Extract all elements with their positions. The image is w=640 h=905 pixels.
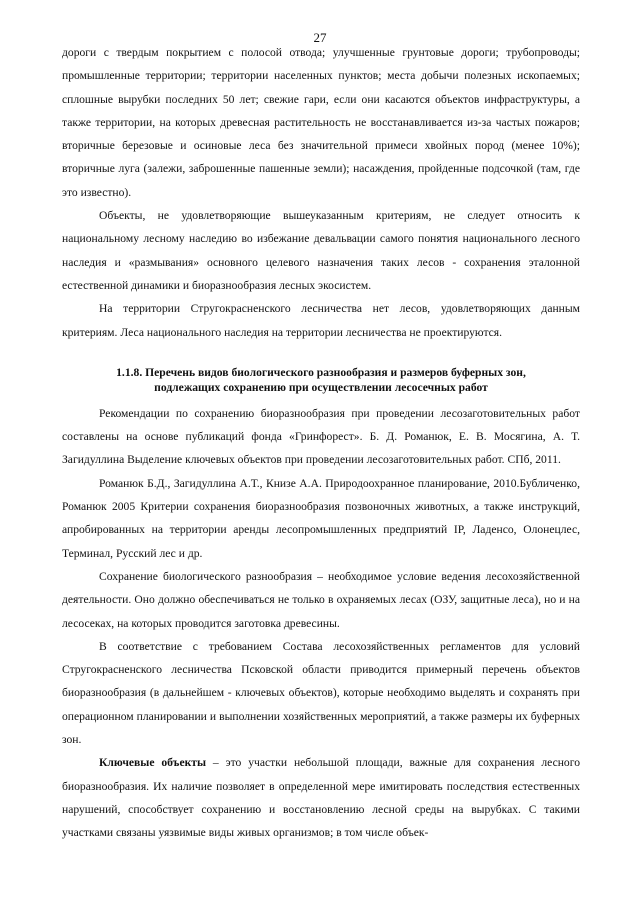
section-heading-line: подлежащих сохранению при осуществлении лесосечных работ xyxy=(154,381,488,395)
paragraph: Романюк Б.Д., Загидуллина А.Т., Книзе А.А. Природоохранное планирование, 2010.Бубличенко, Романюк 2005 Критерии сохранения биоразнообразия позвоночных животных, а также инструкций, апробированных на территории аренды лесопромышленных предприятий IP, Ладенсо, Олонецлес, Терминал, Русский лес и др. xyxy=(62,476,580,560)
paragraph: В соответствие с требованием Состава лесохозяйственных регламентов для условий Стругокрасненского лесничества Псковской области приводится примерный перечень объектов биоразнообразия (в дальнейшем - ключевых объектов), которые необходимо выделять и сохранять при операционном планировании и выполнении хозяйственных мероприятий, а также размеры их буферных зон. xyxy=(62,639,580,747)
paragraph: Сохранение биологического разнообразия – необходимое условие ведения лесохозяйственной деятельности. Оно должно обеспечиваться не только в охраняемых лесах (ОЗУ, защитные леса), но и на лесосеках, на которых проводится заготовка древесины. xyxy=(62,569,580,630)
paragraph-key-objects xyxy=(62,751,580,844)
paragraph-text: – это участки небольшой площади, важные для сохранения лесного биоразнообразия. Их наличие позволяет в определенной мере имитировать последствия естественных нарушений, способствует сохранению и восстановлению лесной среды на вырубках. С такими участками связаны уязвимые виды живых организмов; в том числе объек- xyxy=(62,756,580,840)
section-heading xyxy=(62,365,580,396)
paragraph: дороги с твердым покрытием с полосой отвода; улучшенные грунтовые дороги; трубопроводы; промышленные территории; территории населенных пунктов; места добычи полезных ископаемых; сплошные вырубки последних 50 лет; свежие гари, если они касаются объектов инфраструктуры, а также территории, на которых древесная растительность не восстанавливается из-за частых пожаров; вторичные березовые и осиновые леса без значительной примеси хвойных пород (менее 10%); вторичные луга (залежи, заброшенные пашенные земли); насаждения, пройденные подсочкой (там, где это известно). xyxy=(62,46,580,199)
paragraph: Рекомендации по сохранению биоразнообразия при проведении лесозаготовительных работ составлены на основе публикаций фонда «Гринфорест». Б. Д. Романюк, Е. В. Мосягина, А. Т. Загидуллина Выделение ключевых объектов при проведении лесозаготовительных работ. СПб, 2011. xyxy=(62,406,580,467)
paragraph: Объекты, не удовлетворяющие вышеуказанным критериям, не следует относить к национальному лесному наследию во избежание девальвации самого понятия национального лесного наследия и «размывания» основного целевого назначения таких лесов - сохранения эталонной естественной динамики и биоразнообразия лесных экосистем. xyxy=(62,209,580,292)
section-heading-line: 1.1.8. Перечень видов биологического разнообразия и размеров буферных зон, xyxy=(116,365,526,379)
document-body xyxy=(62,41,580,845)
paragraph: На территории Стругокрасненского лесничества нет лесов, удовлетворяющих данным критериям. Леса национального наследия на территории лесничества не проектируются. xyxy=(62,302,580,339)
bold-term: Ключевые объекты xyxy=(99,756,207,770)
page-number: 27 xyxy=(313,30,327,45)
